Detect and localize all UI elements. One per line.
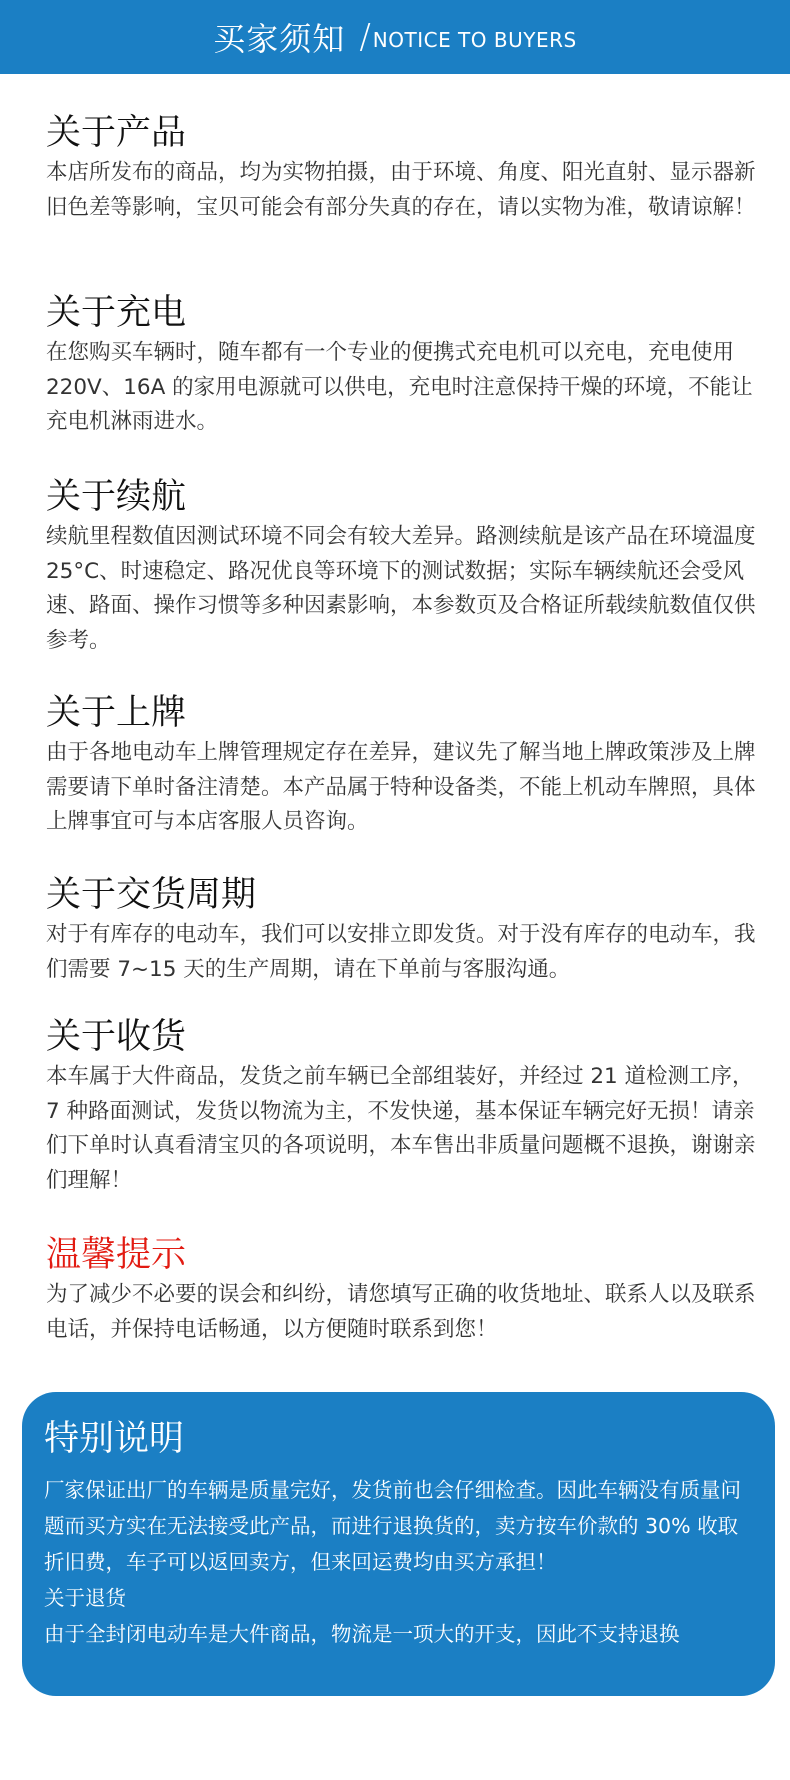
header-title-cn: 买家须知 — [213, 20, 346, 58]
warm-tip-title: 温馨提示 — [46, 1235, 187, 1275]
section-body: 本车属于大件商品，发货之前车辆已全部组装好，并经过 21 道检测工序，7 种路面测试，发货以物流为主，不发快递，基本保证车辆完好无损！请亲们下单时认真看清宝贝的各项说明，本车售出非质量问题概不退换，谢谢亲们理解！ — [46, 1064, 756, 1193]
section-title: 关于产品 — [46, 113, 187, 153]
special-notice-body: 厂家保证出厂的车辆是质量完好，发货前也会仔细检查。因此车辆没有质量问题而买方实在无法接受此产品，而进行退换货的，卖方按车价款的 30% 收取折旧费，车子可以返回卖方，但来回运费均由买方承担！ — [44, 1478, 741, 1574]
section-body: 由于各地电动车上牌管理规定存在差异，建议先了解当地上牌政策涉及上牌需要请下单时备注清楚。本产品属于特种设备类，不能上机动车牌照，具体上牌事宜可与本店客服人员咨询。 — [46, 740, 756, 834]
return-policy-body: 由于全封闭电动车是大件商品，物流是一项大的开支，因此不支持退换 — [44, 1622, 680, 1646]
section-title: 关于续航 — [46, 477, 187, 517]
section-license — [46, 690, 766, 840]
special-notice-box — [22, 1392, 775, 1696]
warm-tip-body: 为了减少不必要的误会和纠纷，请您填写正确的收货地址、联系人以及联系电话，并保持电话畅通，以方便随时联系到您！ — [46, 1282, 756, 1342]
section-delivery-period — [46, 872, 766, 987]
section-charging — [46, 290, 766, 440]
header-title-en: NOTICE TO BUYERS — [372, 28, 577, 52]
special-notice-title: 特别说明 — [44, 1419, 185, 1459]
section-receiving — [46, 1014, 766, 1198]
return-policy-title: 关于退货 — [44, 1586, 126, 1610]
section-body: 本店所发布的商品，均为实物拍摄，由于环境、角度、阳光直射、显示器新旧色差等影响，宝贝可能会有部分失真的存在，请以实物为准，敬请谅解！ — [46, 160, 756, 220]
section-body: 对于有库存的电动车，我们可以安排立即发货。对于没有库存的电动车，我们需要 7~15 天的生产周期，请在下单前与客服沟通。 — [46, 922, 756, 982]
section-warm-tip — [46, 1232, 766, 1347]
section-range — [46, 474, 766, 658]
header-slash: / — [359, 17, 371, 57]
section-title: 关于收货 — [46, 1017, 187, 1057]
section-body: 在您购买车辆时，随车都有一个专业的便携式充电机可以充电，充电使用 220V、16A 的家用电源就可以供电，充电时注意保持干燥的环境，不能让充电机淋雨进水。 — [46, 340, 753, 434]
section-body: 续航里程数值因测试环境不同会有较大差异。路测续航是该产品在环境温度 25°C、时速稳定、路况优良等环境下的测试数据；实际车辆续航还会受风速、路面、操作习惯等多种因素影响，本参数页及合格证所载续航数值仅供参考。 — [46, 524, 756, 653]
section-title: 关于上牌 — [46, 693, 187, 733]
section-title: 关于充电 — [46, 293, 187, 333]
section-product — [46, 110, 766, 225]
section-title: 关于交货周期 — [46, 875, 257, 915]
notice-header-banner — [0, 0, 790, 74]
